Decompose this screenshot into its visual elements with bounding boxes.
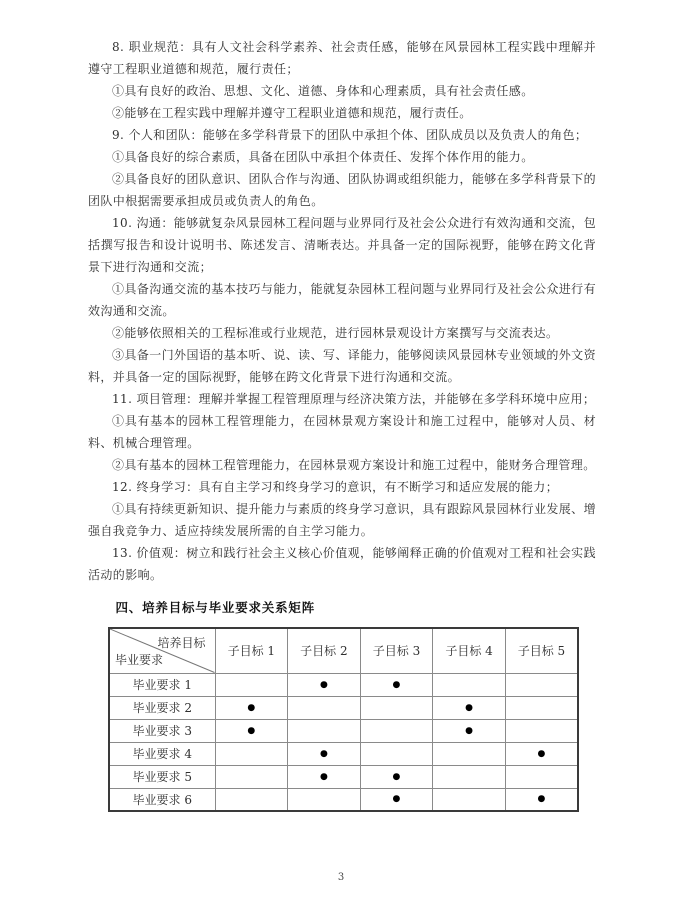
matrix-row [109, 788, 578, 811]
matrix-cell: ● [288, 742, 361, 765]
matrix-row-label: 毕业要求 5 [109, 765, 215, 788]
matrix-cell: ● [433, 719, 506, 742]
body-paragraph: ①具有基本的园林工程管理能力，在园林景观方案设计和施工过程中，能够对人员、材料、机械合理管理。 [88, 414, 596, 450]
matrix-row-label: 毕业要求 6 [109, 788, 215, 811]
matrix-row [109, 742, 578, 765]
matrix-cell [288, 719, 361, 742]
matrix-cell: ● [288, 673, 361, 696]
body-paragraph: ①具备沟通交流的基本技巧与能力，能就复杂园林工程问题与业界同行及社会公众进行有效沟通和交流。 [88, 282, 596, 318]
body-paragraph: 11. 项目管理：理解并掌握工程管理原理与经济决策方法，并能够在多学科环境中应用； [112, 392, 596, 406]
matrix-cell [360, 742, 433, 765]
matrix-cell [215, 765, 288, 788]
body-paragraph: ③具备一门外国语的基本听、说、读、写、译能力，能够阅读风景园林专业领域的外文资料，并具备一定的国际视野，能够在跨文化背景下进行沟通和交流。 [88, 348, 596, 384]
matrix-cell [215, 673, 288, 696]
section-heading: 四、培养目标与毕业要求关系矩阵 [115, 600, 316, 615]
body-paragraph: 8. 职业规范：具有人文社会科学素养、社会责任感，能够在风景园林工程实践中理解并遵守工程职业道德和规范，履行责任； [88, 40, 596, 76]
matrix-cell: ● [360, 673, 433, 696]
matrix-row [109, 673, 578, 696]
matrix-cell [433, 788, 506, 811]
matrix-cell [360, 696, 433, 719]
body-paragraph: 10. 沟通：能够就复杂风景园林工程问题与业界同行及社会公众进行有效沟通和交流，包括撰写报告和设计说明书、陈述发言、清晰表达。并具备一定的国际视野，能够在跨文化背景下进行沟通和交流； [88, 216, 596, 274]
matrix-column-header: 子目标 5 [505, 628, 578, 673]
matrix-cell: ● [505, 742, 578, 765]
matrix-column-header: 子目标 1 [215, 628, 288, 673]
body-paragraph: 13. 价值观：树立和践行社会主义核心价值观，能够阐释正确的价值观对工程和社会实践活动的影响。 [88, 546, 596, 582]
body-paragraph: ②能够依照相关的工程标准或行业规范，进行园林景观设计方案撰写与交流表达。 [112, 326, 559, 340]
body-paragraph: 12. 终身学习：具有自主学习和终身学习的意识，有不断学习和适应发展的能力； [112, 480, 559, 494]
body-paragraph: ①具有持续更新知识、提升能力与素质的终身学习意识，具有跟踪风景园林行业发展、增强自我竞争力、适应持续发展所需的自主学习能力。 [88, 502, 596, 538]
matrix-row-label: 毕业要求 4 [109, 742, 215, 765]
matrix-cell [433, 742, 506, 765]
matrix-row [109, 696, 578, 719]
matrix-cell: ● [215, 696, 288, 719]
body-paragraph: ②能够在工程实践中理解并遵守工程职业道德和规范，履行责任。 [112, 106, 472, 120]
matrix-cell [360, 719, 433, 742]
matrix-cell: ● [505, 788, 578, 811]
matrix-cell [433, 765, 506, 788]
page-number: 3 [337, 872, 345, 883]
body-paragraph: 9. 个人和团队：能够在多学科背景下的团队中承担个体、团队成员以及负责人的角色； [112, 128, 588, 142]
matrix-row-label: 毕业要求 2 [109, 696, 215, 719]
matrix-row [109, 765, 578, 788]
matrix-corner-cell [109, 628, 215, 673]
corner-label-requirements: 毕业要求 [115, 652, 164, 667]
matrix-column-header: 子目标 2 [288, 628, 361, 673]
matrix-cell: ● [360, 788, 433, 811]
matrix-cell [505, 696, 578, 719]
document-body [88, 36, 596, 812]
matrix-row [109, 719, 578, 742]
matrix-cell: ● [288, 765, 361, 788]
corner-label-objectives: 培养目标 [157, 636, 206, 650]
body-paragraph: ①具备良好的综合素质，具备在团队中承担个体责任、发挥个体作用的能力。 [112, 150, 534, 164]
matrix-cell [433, 673, 506, 696]
matrix-cell: ● [433, 696, 506, 719]
matrix-cell [215, 742, 288, 765]
matrix-cell [505, 719, 578, 742]
matrix-cell [288, 788, 361, 811]
matrix-cell: ● [215, 719, 288, 742]
body-paragraph: ②具备良好的团队意识、团队合作与沟通、团队协调或组织能力，能够在多学科背景下的团队中根据需要承担成员或负责人的角色。 [88, 172, 596, 208]
body-paragraph: ①具有良好的政治、思想、文化、道德、身体和心理素质，具有社会责任感。 [112, 84, 534, 98]
matrix-cell [215, 788, 288, 811]
matrix-header-row [109, 628, 578, 673]
matrix-row-label: 毕业要求 1 [109, 673, 215, 696]
matrix-row-label: 毕业要求 3 [109, 719, 215, 742]
matrix-cell [288, 696, 361, 719]
matrix-column-header: 子目标 3 [360, 628, 433, 673]
matrix-cell: ● [360, 765, 433, 788]
matrix-cell [505, 673, 578, 696]
body-paragraph: ②具有基本的园林工程管理能力，在园林景观方案设计和施工过程中，能财务合理管理。 [112, 458, 596, 472]
objectives-requirements-matrix [108, 627, 579, 812]
matrix-column-header: 子目标 4 [433, 628, 506, 673]
matrix-cell [505, 765, 578, 788]
